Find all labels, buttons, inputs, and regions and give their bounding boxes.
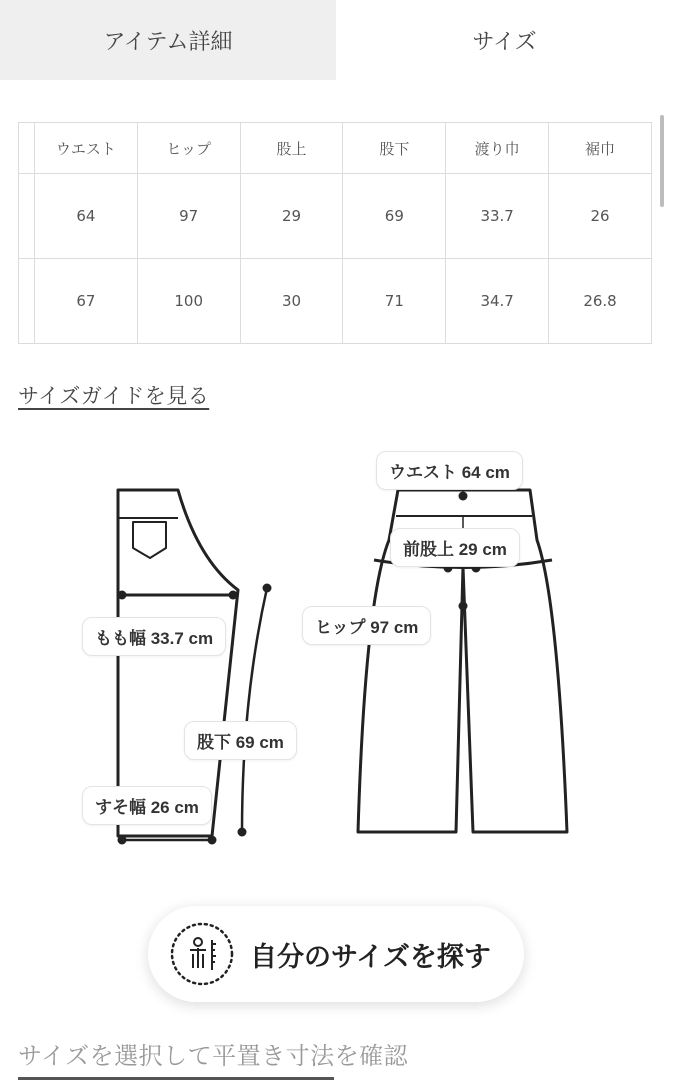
table-cell: 26.8 (549, 259, 652, 344)
table-cell: 33.7 (446, 174, 549, 259)
inseam-measure-line (242, 588, 267, 832)
waist-point (459, 492, 468, 501)
scrollbar-thumb[interactable] (660, 115, 664, 207)
table-cell: 71 (343, 259, 446, 344)
thigh-width-label: もも幅 33.7 cm (82, 617, 226, 656)
inseam-point-bottom (238, 828, 247, 837)
header-hem-width: 裾巾 (549, 123, 652, 174)
header-hip: ヒップ (137, 123, 240, 174)
inseam-label: 股下 69 cm (184, 721, 297, 760)
thigh-point-left (118, 591, 127, 600)
waist-label: ウエスト 64 cm (376, 451, 523, 490)
table-header-row (19, 123, 652, 174)
table-row (19, 259, 652, 344)
hip-label: ヒップ 97 cm (302, 606, 431, 645)
header-waist: ウエスト (34, 123, 137, 174)
table-cell: 69 (343, 174, 446, 259)
find-my-size-button[interactable] (148, 906, 524, 1002)
table-row-label (19, 174, 35, 259)
tab-bar (0, 0, 673, 80)
header-rise: 股上 (240, 123, 343, 174)
table-cell: 64 (34, 174, 137, 259)
tab-item-details[interactable]: アイテム詳細 (0, 0, 336, 80)
table-cell: 30 (240, 259, 343, 344)
hem-width-label: すそ幅 26 cm (82, 786, 212, 825)
header-inseam: 股下 (343, 123, 446, 174)
table-row-label (19, 259, 35, 344)
header-thigh-width: 渡り巾 (446, 123, 549, 174)
table-row (19, 174, 652, 259)
table-cell: 29 (240, 174, 343, 259)
size-table (18, 122, 652, 347)
body-measure-icon (168, 920, 236, 988)
inseam-point-top (263, 584, 272, 593)
hem-point-left (118, 836, 127, 845)
hip-point (459, 602, 468, 611)
table-cell: 97 (137, 174, 240, 259)
front-rise-label: 前股上 29 cm (390, 528, 520, 567)
find-my-size-label: 自分のサイズを探す (250, 941, 491, 972)
thigh-point-right (229, 591, 238, 600)
table-cell: 100 (137, 259, 240, 344)
side-view-pants-outline (118, 490, 238, 836)
hem-point-right (208, 836, 217, 845)
table-cell: 67 (34, 259, 137, 344)
select-size-heading: サイズを選択して平置き寸法を確認 (18, 1042, 409, 1070)
table-cell: 34.7 (446, 259, 549, 344)
size-guide-link[interactable]: サイズガイドを見る (18, 384, 210, 408)
table-header-cell (19, 123, 35, 174)
back-pocket-icon (133, 522, 166, 558)
tab-size[interactable]: サイズ (336, 0, 673, 80)
size-table-grid (18, 122, 652, 344)
table-cell: 26 (549, 174, 652, 259)
